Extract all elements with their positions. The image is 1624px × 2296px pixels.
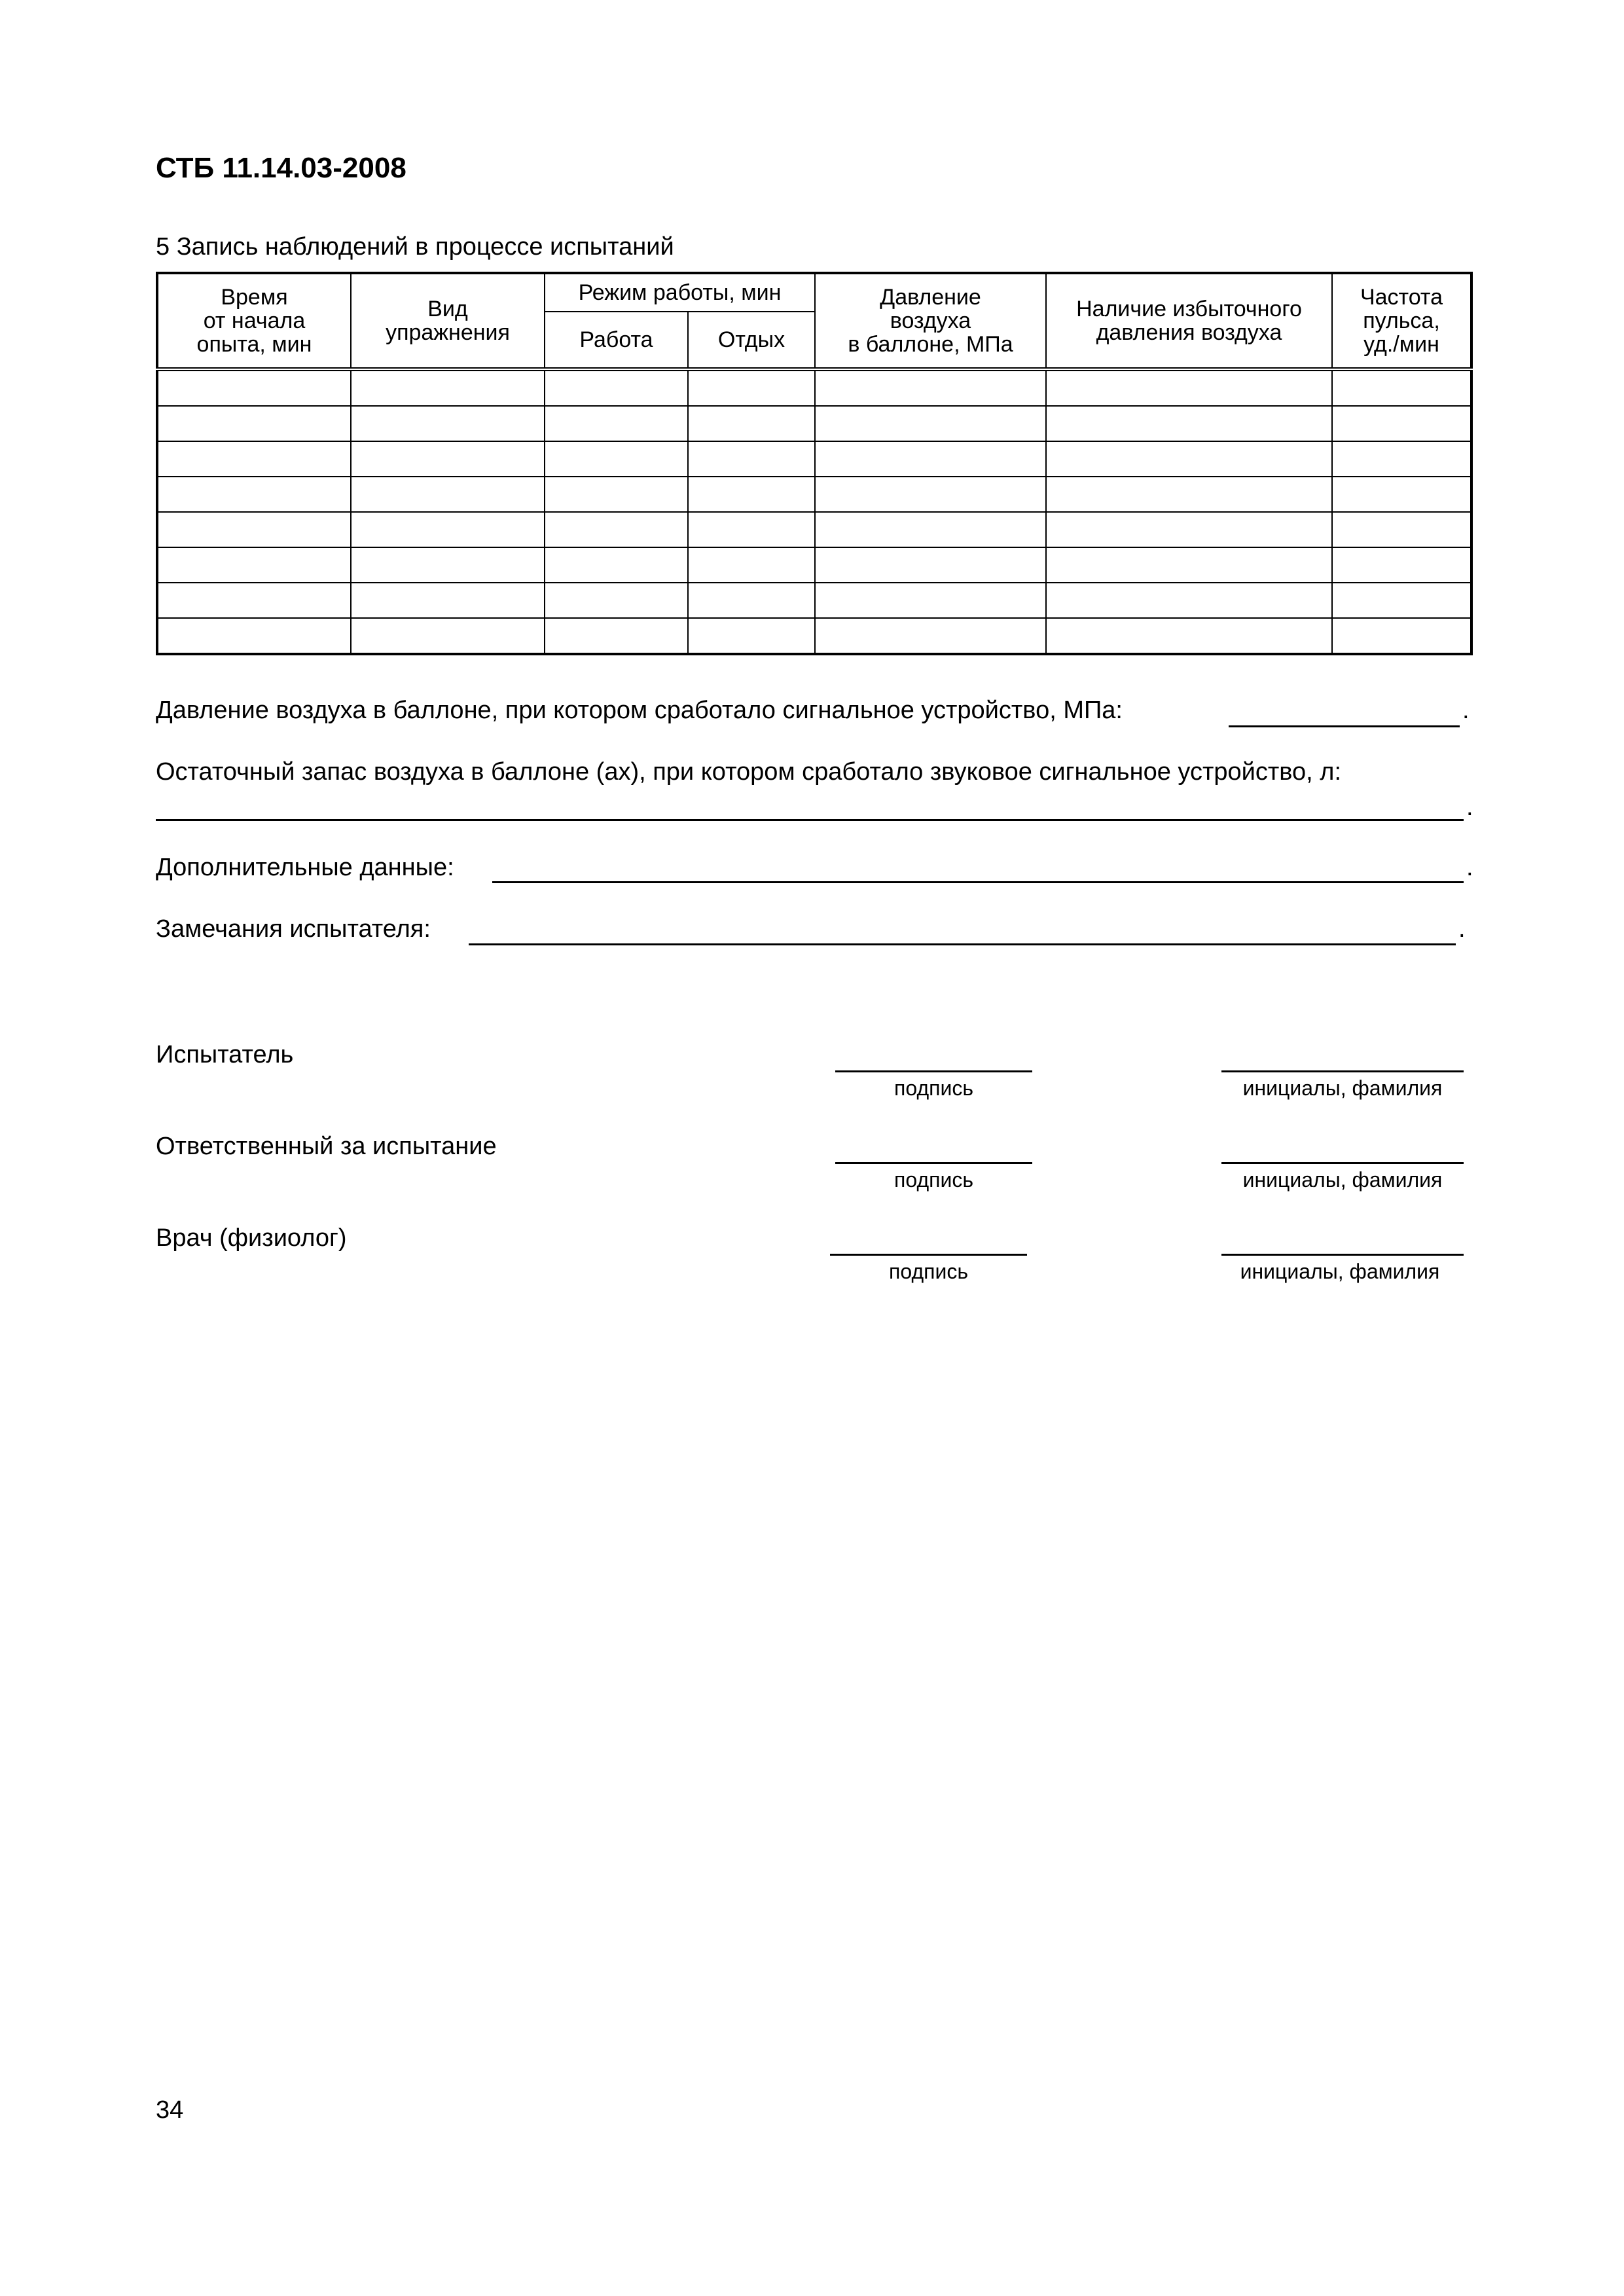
table-cell[interactable] [1046, 618, 1332, 654]
remarks-field[interactable] [469, 943, 1456, 945]
table-cell[interactable] [688, 369, 815, 406]
header-mode-rest: Отдых [688, 312, 815, 369]
responsible-name-line[interactable] [1221, 1162, 1464, 1164]
table-cell[interactable] [1046, 406, 1332, 441]
role-tester: Испытатель [156, 1041, 294, 1068]
tester-signature-line[interactable] [835, 1070, 1032, 1072]
table-cell[interactable] [157, 406, 351, 441]
table-cell[interactable] [157, 441, 351, 477]
table-cell[interactable] [815, 441, 1046, 477]
table-cell[interactable] [351, 618, 545, 654]
header-mode-group: Режим работы, мин [545, 273, 815, 312]
table-row [157, 406, 1471, 441]
table-row [157, 477, 1471, 512]
responsible-signature-line[interactable] [835, 1162, 1032, 1164]
table-cell[interactable] [688, 547, 815, 583]
additional-data-field[interactable] [492, 881, 1464, 883]
table-cell[interactable] [351, 547, 545, 583]
residual-air-label: Остаточный запас воздуха в баллоне (ах), при котором сработало звуковое сигнальное устройство, л: [156, 758, 1342, 786]
table-cell[interactable] [1332, 441, 1471, 477]
table-cell[interactable] [1332, 547, 1471, 583]
header-pulse: Частота пульса, уд./мин [1332, 273, 1471, 369]
table-cell[interactable] [688, 583, 815, 618]
table-cell[interactable] [157, 547, 351, 583]
physician-signature-caption: подпись [889, 1260, 968, 1283]
table-cell[interactable] [545, 618, 688, 654]
signal-pressure-label: Давление воздуха в баллоне, при котором сработало сигнальное устройство, МПа: [156, 697, 1123, 724]
table-cell[interactable] [157, 369, 351, 406]
table-row [157, 618, 1471, 654]
document-code: СТБ 11.14.03-2008 [156, 152, 406, 184]
table-cell[interactable] [815, 512, 1046, 547]
table-cell[interactable] [1332, 583, 1471, 618]
table-cell[interactable] [351, 441, 545, 477]
header-mode-work: Работа [545, 312, 688, 369]
tester-name-caption: инициалы, фамилия [1242, 1076, 1443, 1100]
table-cell[interactable] [815, 369, 1046, 406]
tester-name-line[interactable] [1221, 1070, 1464, 1072]
physician-signature-line[interactable] [830, 1254, 1027, 1256]
table-cell[interactable] [688, 512, 815, 547]
table-cell[interactable] [815, 583, 1046, 618]
table-cell[interactable] [1332, 369, 1471, 406]
remarks-label: Замечания испытателя: [156, 915, 431, 943]
table-cell[interactable] [157, 477, 351, 512]
header-exercise: Вид упражнения [351, 273, 545, 369]
tester-signature-caption: подпись [894, 1076, 973, 1100]
table-row [157, 369, 1471, 406]
table-cell[interactable] [1046, 512, 1332, 547]
period-4: . [1458, 915, 1466, 943]
table-cell[interactable] [157, 583, 351, 618]
table-cell[interactable] [545, 406, 688, 441]
header-pressure: Давление воздуха в баллоне, МПа [815, 273, 1046, 369]
role-physician: Врач (физиолог) [156, 1224, 347, 1252]
table-cell[interactable] [1046, 583, 1332, 618]
physician-name-caption: инициалы, фамилия [1240, 1260, 1440, 1283]
table-cell[interactable] [815, 406, 1046, 441]
role-responsible: Ответственный за испытание [156, 1133, 497, 1160]
table-cell[interactable] [688, 441, 815, 477]
table-row [157, 441, 1471, 477]
physician-name-line[interactable] [1221, 1254, 1464, 1256]
table-cell[interactable] [1332, 477, 1471, 512]
table-cell[interactable] [815, 477, 1046, 512]
table-cell[interactable] [351, 512, 545, 547]
table-cell[interactable] [545, 369, 688, 406]
table-cell[interactable] [1046, 369, 1332, 406]
table-row [157, 512, 1471, 547]
table-cell[interactable] [1046, 441, 1332, 477]
observations-table [156, 272, 1473, 655]
table-cell[interactable] [545, 441, 688, 477]
responsible-signature-caption: подпись [894, 1168, 973, 1192]
table-row [157, 547, 1471, 583]
table-cell[interactable] [688, 618, 815, 654]
signal-pressure-field[interactable] [1229, 725, 1460, 727]
table-cell[interactable] [545, 477, 688, 512]
table-cell[interactable] [1046, 547, 1332, 583]
residual-air-field[interactable] [156, 819, 1464, 821]
observations-body [157, 369, 1471, 654]
table-cell[interactable] [545, 583, 688, 618]
table-cell[interactable] [157, 618, 351, 654]
table-cell[interactable] [351, 369, 545, 406]
period-3: . [1466, 854, 1473, 881]
table-cell[interactable] [157, 512, 351, 547]
table-cell[interactable] [688, 406, 815, 441]
table-cell[interactable] [1332, 406, 1471, 441]
table-cell[interactable] [688, 477, 815, 512]
period-2: . [1466, 793, 1473, 821]
header-time: Время от начала опыта, мин [157, 273, 351, 369]
table-cell[interactable] [351, 477, 545, 512]
table-cell[interactable] [545, 512, 688, 547]
page-number: 34 [156, 2096, 184, 2124]
table-cell[interactable] [1332, 512, 1471, 547]
responsible-name-caption: инициалы, фамилия [1242, 1168, 1443, 1192]
table-cell[interactable] [545, 547, 688, 583]
table-cell[interactable] [351, 406, 545, 441]
header-excess-pressure: Наличие избыточного давления воздуха [1046, 273, 1332, 369]
section-title: 5 Запись наблюдений в процессе испытаний [156, 233, 674, 261]
table-cell[interactable] [351, 583, 545, 618]
period-1: . [1462, 697, 1470, 724]
additional-data-label: Дополнительные данные: [156, 854, 454, 881]
table-cell[interactable] [1046, 477, 1332, 512]
table-cell[interactable] [815, 547, 1046, 583]
table-row [157, 583, 1471, 618]
table-cell[interactable] [815, 618, 1046, 654]
table-cell[interactable] [1332, 618, 1471, 654]
